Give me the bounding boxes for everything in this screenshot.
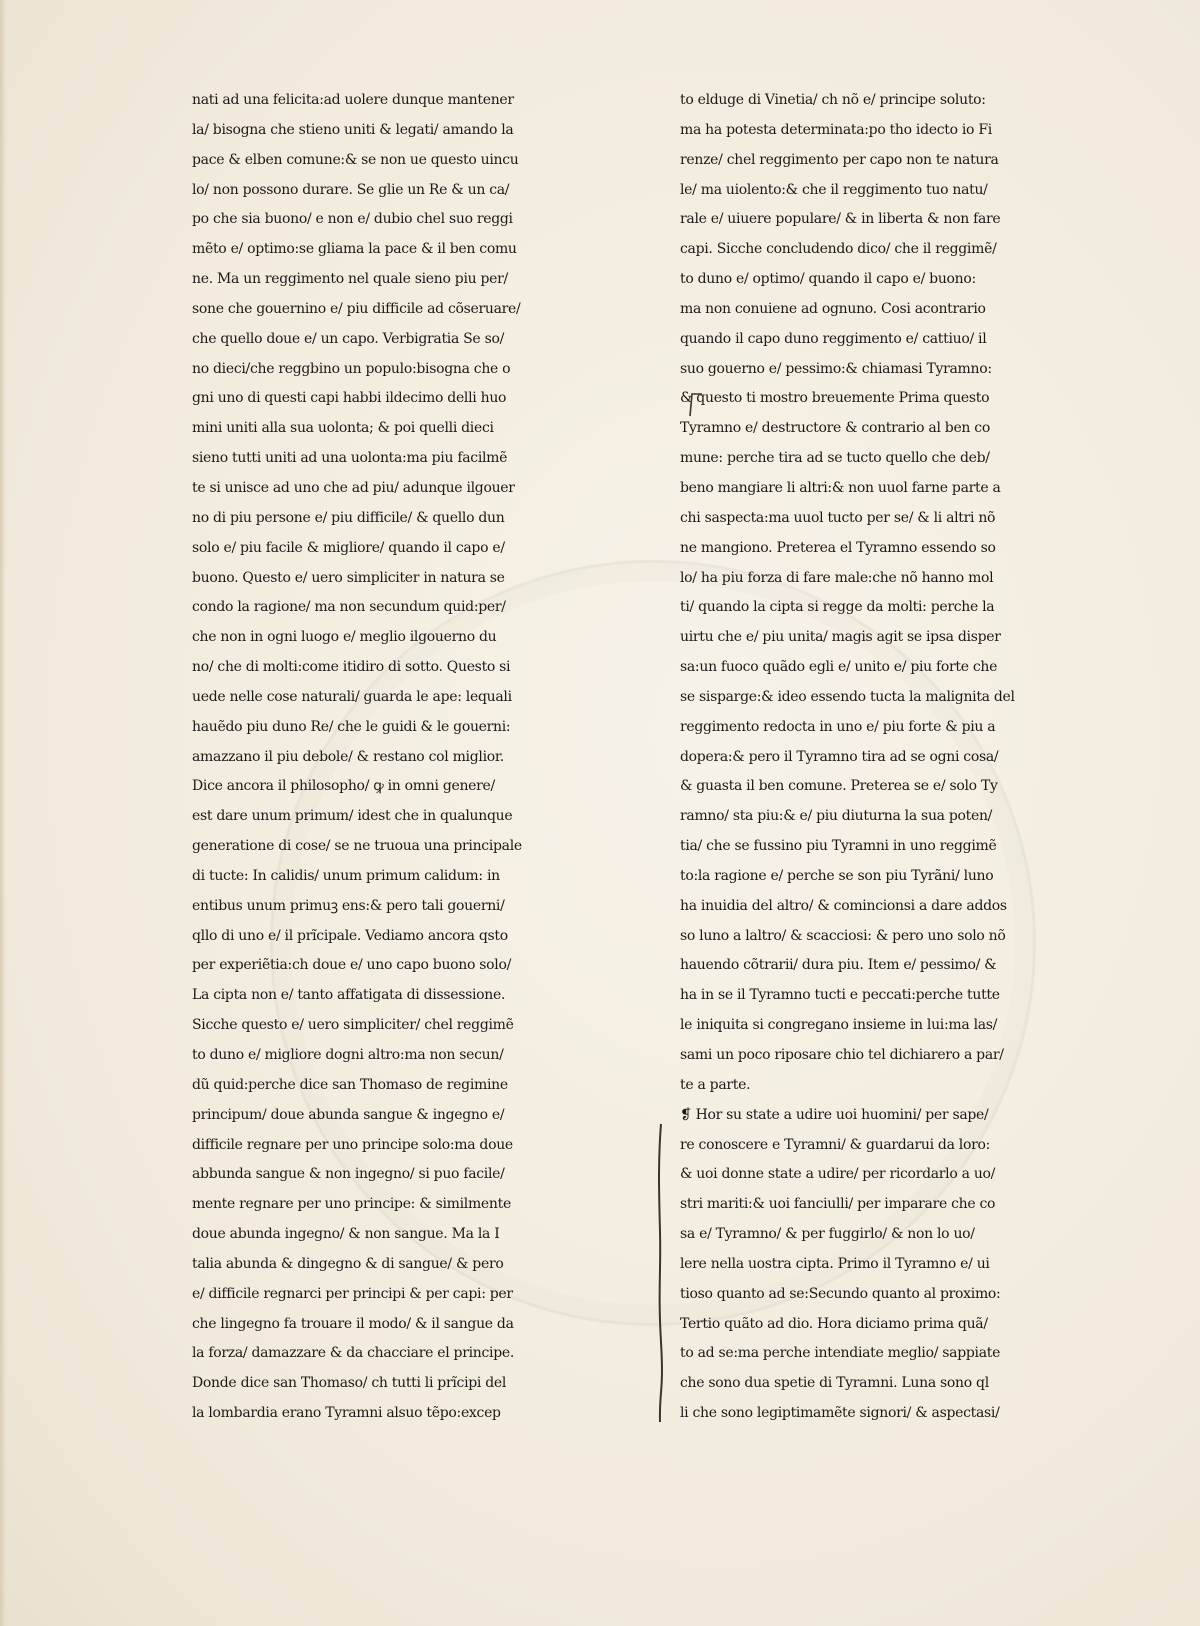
left-column-line: po che sia buono/ e non e/ dubio chel suo reggi [192,211,513,228]
left-column-line: per experiẽtia:ch doue e/ uno capo buono solo/ [192,957,512,974]
right-column-line: capi. Sicche concludendo dico/ che il reggimẽ/ [680,241,997,258]
left-column-line: no di piu persone e/ piu difficile/ & quello dun [192,509,505,526]
left-column-line: mente regnare per uno principe: & similmente [192,1196,511,1213]
left-column-line: che quello doue e/ un capo. Verbigratia Se so/ [192,330,505,347]
left-column-line: est dare unum primum/ idest che in qualunque [192,808,513,825]
right-column-line: ha in se il Tyramno tucti e peccati:perche tutte [680,987,1000,1004]
left-column-line: la/ bisogna che stieno uniti & legati/ amando la [192,121,514,138]
left-column-line: mini uniti alla sua uolonta; & poi quelli dieci [192,420,494,437]
right-column-line: stri mariti:& uoi fanciulli/ per imparare che co [680,1196,996,1213]
left-column-line: solo e/ piu facile & migliore/ quando il capo e/ [192,539,505,556]
right-column-line: le/ ma uiolento:& che il reggimento tuo natu/ [680,181,988,198]
text-column-left [192,86,652,1429]
right-column-line: suo gouerno e/ pessimo:& chiamasi Tyramno: [680,360,992,377]
left-column-line: ne. Ma un reggimento nel quale sieno piu per/ [192,271,508,288]
right-column-line: mune: perche tira ad se tucto quello che deb/ [680,450,990,467]
left-column-line: amazzano il piu debole/ & restano col miglior. [192,748,504,765]
left-column-line: generatione di cose/ se ne truoua una principale [192,838,522,855]
left-column-line: no/ che di molti:come itidiro di sotto. Questo si [192,659,511,676]
right-column-line: ne mangiono. Preterea el Tyramno essendo so [680,539,996,556]
right-column-line: ramno/ sta piu:& e/ piu diuturna la sua poten/ [680,808,993,825]
right-column-line: beno mangiare li altri:& non uuol farne parte a [680,479,1001,496]
left-column-line: la forza/ damazzare & da chacciare el principe. [192,1345,515,1362]
right-column-line: le iniquita si congregano insieme in lui:ma las/ [680,1017,998,1034]
left-column-line: la lombardia erano Tyramni alsuo tẽpo:excep [192,1405,501,1422]
right-column-line: Tyramno e/ destructore & contrario al ben co [680,420,990,437]
right-column-line: & questo ti mostro breuemente Prima questo [680,390,990,407]
left-column-line: doue abunda ingegno/ & non sangue. Ma la I [192,1226,500,1243]
right-column-line: ma ha potesta determinata:po tho idecto io Fi [680,121,992,138]
right-column-line: chi saspecta:ma uuol tucto per se/ & li altri nõ [680,509,996,526]
right-column-line: ti/ quando la cipta si regge da molti: perche la [680,599,995,616]
left-column-line: Donde dice san Thomaso/ ch tutti li prĩcipi del [192,1375,507,1392]
left-column-line: La cipta non e/ tanto affatigata di dissessione. [192,987,506,1004]
right-column-line: ha inuidia del altro/ & comincionsi a dare addos [680,897,1007,914]
right-column-line: tioso quanto ad se:Secundo quanto al proximo: [680,1285,1001,1302]
left-column-line: uede nelle cose naturali/ guarda le ape: lequali [192,688,512,705]
left-column-line: hauẽdo piu duno Re/ che le guidi & le gouerni: [192,718,511,735]
left-column-line: qllo di uno e/ il prĩcipale. Vediamo ancora qsto [192,927,508,944]
right-column-line: quando il capo duno reggimento e/ cattiuo/ il [680,330,987,347]
right-column-line: to ad se:ma perche intendiate meglio/ sappiate [680,1345,1001,1362]
left-column-line: Dice ancora il philosopho/ ꝙ in omni genere/ [192,778,495,795]
left-column-line: abbunda sangue & non ingegno/ si puo facile/ [192,1166,505,1183]
margin-bracket-mark [684,392,706,418]
right-column-line: che sono dua spetie di Tyramni. Luna sono ql [680,1375,989,1392]
margin-pen-mark [655,1122,665,1424]
right-column-line: rale e/ uiuere populare/ & in liberta & non fare [680,211,1001,228]
left-column-line: difficile regnare per uno principe solo:ma doue [192,1136,513,1153]
left-column-line: to duno e/ migliore dogni altro:ma non secun/ [192,1047,504,1063]
left-column-line: te si unisce ad uno che ad piu/ adunque ilgouer [192,479,515,496]
right-column-line: ❡ Hor su state a udire uoi huomini/ per sape/ [680,1106,989,1123]
left-column-line: che lingegno fa trouare il modo/ & il sangue da [192,1315,514,1332]
right-column-line: li che sono legiptimamẽte signori/ & aspectasi/ [680,1405,1000,1422]
left-column-line: principum/ doue abunda sangue & ingegno e/ [192,1106,505,1123]
left-column-line: sieno tutti uniti ad una uolonta:ma piu facilmẽ [192,450,508,467]
right-column-line: to elduge di Vinetia/ ch nõ e/ principe soluto: [680,92,986,108]
left-column-line: di tucte: In calidis/ unum primum calidum: in [192,867,500,884]
right-column-line: dopera:& pero il Tyramno tira ad se ogni cosa/ [680,748,999,765]
right-column-line: hauendo cõtrarii/ dura piu. Item e/ pessimo/ & [680,957,997,974]
left-column-line: dũ quid:perche dice san Thomaso de regimine [192,1076,508,1093]
right-column-line: so luno a laltro/ & scacciosi: & pero uno solo nõ [680,927,1006,944]
right-column-line: lere nella uostra cipta. Primo il Tyramno e/ ui [680,1255,990,1272]
left-column-line: lo/ non possono durare. Se glie un Re & un ca/ [192,181,510,198]
left-column-line: Sicche questo e/ uero simpliciter/ chel reggimẽ [192,1017,514,1034]
right-column-line: & guasta il ben comune. Preterea se e/ solo Ty [680,778,998,795]
right-column-line: uirtu che e/ piu unita/ magis agit se ipsa disper [680,629,1001,646]
left-column-line: mẽto e/ optimo:se gliama la pace & il ben comu [192,241,517,258]
page-edge-shadow [0,0,6,1626]
right-column-line: se sisparge:& ideo essendo tucta la malignita del [680,688,1015,705]
right-column-line: renze/ chel reggimento per capo non te natura [680,151,999,168]
text-column-right [680,86,1140,1429]
right-column-line: sa:un fuoco quãdo egli e/ unito e/ piu forte che [680,659,998,676]
left-column-line: nati ad una felicita:ad uolere dunque mantener [192,92,514,108]
right-column-line: sa e/ Tyramno/ & per fuggirlo/ & non lo uo/ [680,1226,975,1243]
left-column-line: no dieci/che reggbino un populo:bisogna che o [192,360,511,377]
right-column-line: to duno e/ optimo/ quando il capo e/ buono: [680,271,976,288]
right-column-line: reggimento redocta in uno e/ piu forte & piu a [680,718,996,735]
right-column-line: & uoi donne state a udire/ per ricordarlo a uo/ [680,1166,996,1183]
right-column-line: lo/ ha piu forza di fare male:che nõ hanno mol [680,569,994,586]
left-column-line: talia abunda & dingegno & di sangue/ & pero [192,1255,504,1272]
left-column-line: entibus unum primuꝫ ens:& pero tali gouerni/ [192,897,505,914]
right-column-line: Tertio quãto ad dio. Hora diciamo prima quã/ [680,1315,988,1332]
right-column-line: tia/ che se fussino piu Tyramni in uno reggimẽ [680,838,997,855]
left-column-line: pace & elben comune:& se non ue questo uincu [192,151,519,168]
left-column-line: condo la ragione/ ma non secundum quid:per/ [192,599,506,616]
right-column-line: sami un poco riposare chio tel dichiarero a par/ [680,1047,1004,1063]
left-column-line: gni uno di questi capi habbi ildecimo delli huo [192,390,507,407]
left-column-line: che non in ogni luogo e/ meglio ilgouerno du [192,629,497,646]
left-column-line: buono. Questo e/ uero simpliciter in natura se [192,569,505,586]
right-column-line: ma non conuiene ad ognuno. Cosi acontrario [680,300,986,317]
left-column-line: e/ difficile regnarci per principi & per capi: per [192,1285,513,1302]
right-column-line: to:la ragione e/ perche se son piu Tyrãni/ luno [680,867,994,884]
right-column-line: te a parte. [680,1076,751,1093]
left-column-line: sone che gouernino e/ piu difficile ad cõseruare/ [192,300,521,317]
right-column-line: re conoscere e Tyramni/ & guardarui da loro: [680,1136,991,1153]
